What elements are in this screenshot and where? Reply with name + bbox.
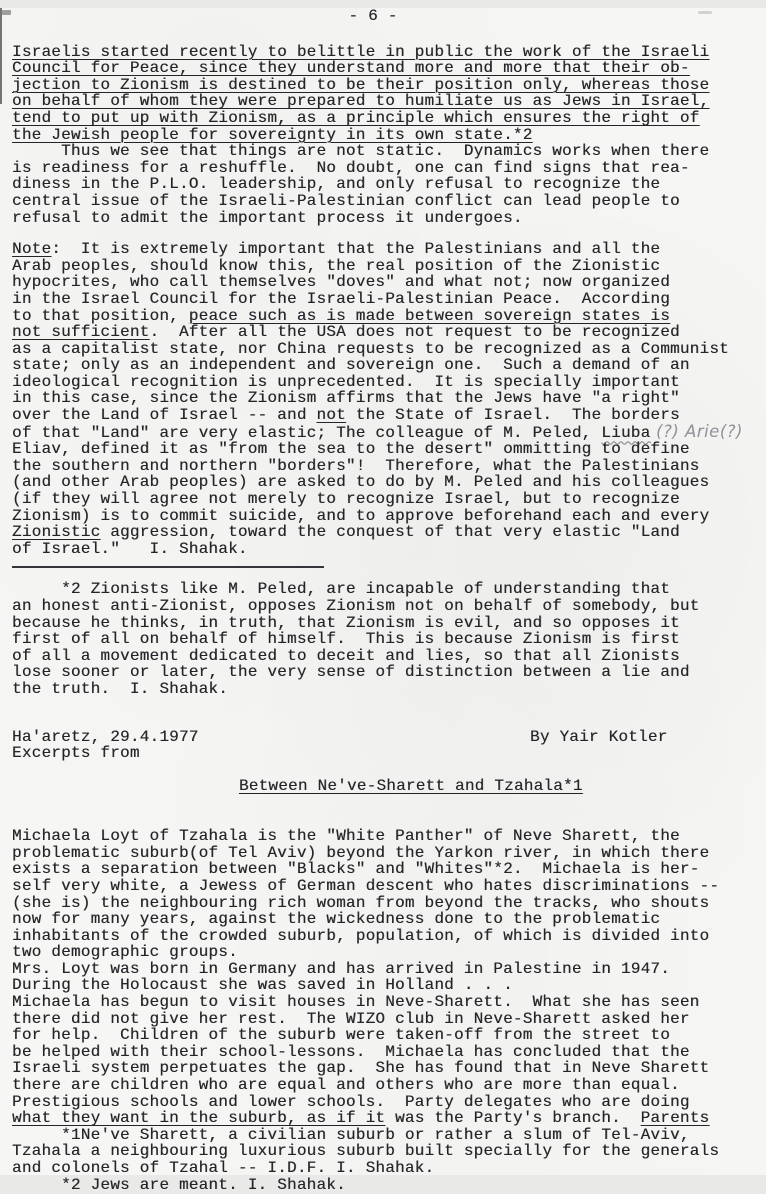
text-line: ideological recognition is unprecedented. It is specially important [12,372,680,391]
text-line: Prestigious schools and lower schools. Party delegates who are doing [12,1092,690,1111]
text-line: because he thinks, in truth, that Zionism is evil, and so opposes it [12,613,680,632]
text-segment: over the Land of Israel -- and [12,406,317,425]
text-segment: aggression, toward the conquest of that very elastic "Land [100,523,680,542]
text-line: Michaela Loyt of Tzahala is the "White Panther" of Neve Sharett, the [12,827,680,846]
text-line [12,308,766,325]
text-line: *1Ne've Sharett, a civilian suburb or rather a slum of Tel-Aviv, [12,1125,690,1144]
text-line: Arab peoples, should know this, the real position of the Zionistic [12,256,661,275]
text-line: an honest anti-Zionist, opposes Zionism not on behalf of somebody, but [12,597,700,615]
text-line: be helped with their school-lessons. Michaela has concluded that the [12,1042,690,1061]
text-line: problematic suburb(of Tel Aviv) beyond the Yarkon river, in which there [12,843,710,862]
article-title: Between Ne've-Sharett and Tzahala*1 [238,777,583,796]
text-line: (and other Arab peoples) are asked to do by M. Peled and his colleagues [12,473,710,492]
excerpts-label: Excerpts from [12,744,140,763]
text-line: refusal to admit the important process it undergoes. [12,208,523,227]
text-line: *2 Jews are meant. I. Shahak. [12,1175,346,1194]
article-body [12,828,766,1127]
footnote-1-block [12,1127,766,1193]
text-line [12,524,766,541]
text-line: two demographic groups. [12,943,238,962]
author-credit: By Yair Kotler [530,727,668,746]
note-lines-a [12,258,766,308]
text-line: Thus we see that things are not static. Dynamics works when there [12,142,710,161]
note-line1-rest: : It is extremely important that the Palestinians and all the [51,240,661,259]
text-line: diness in the P.L.O. leadership, and only refusal to recognize the [12,175,661,194]
text-line: there did not give her rest. The WIZO club in Neve-Sharett asked her [12,1009,690,1028]
page-number: - 6 - [348,7,398,25]
note-paragraph [12,241,766,557]
text-line: now for many years, against the wickedness done to the problematic [12,910,661,929]
text-line: is readiness for a reshuffle. No doubt, one can find signs that rea- [12,158,690,177]
scanned-document-page [0,7,766,1194]
text-line: as a capitalist state, nor China requests to be recognized as a Communist [12,339,729,358]
text-line: central issue of the Israeli-Palestinian conflict can lead people to [12,191,680,210]
text-line: there are children who are equal and others who are more than equal. [12,1076,680,1095]
article-title-row [12,762,766,812]
text-line: Zionism) is to commit suicide, and to approve beforehand each and every [12,506,710,525]
text-line: Michaela has begun to visit houses in Neve-Sharett. What she has seen [12,993,700,1012]
footnote-2-block [12,581,766,697]
underlined-segment: not sufficient [12,323,150,342]
article-lines [12,828,766,1110]
text-line: and colonels of Tzahal -- I.D.F. I. Shahak. [12,1159,435,1177]
lead-paragraph-underlined [12,44,766,144]
text-line: *2 Zionists like M. Peled, are incapable of understanding that [12,580,671,599]
text-line: exists a separation between "Blacks" and "Whites"*2. Michaela is her- [12,860,700,879]
text-line: (if they will agree not merely to recognize Israel, but to recognize [12,490,680,509]
text-line: Israeli system perpetuates the gap. She has found that in Neve Sharett [12,1059,710,1078]
text-line: first of all on behalf of himself. This is because Zionism is first [12,630,680,649]
underlined-segment: Zionistic [12,523,101,542]
text-line: of Israel." I. Shahak. [12,539,248,558]
text-line: inhabitants of the crowded suburb, population, of which is divided into [12,926,710,945]
paragraph-dynamics [12,143,766,226]
text-line [12,324,766,341]
page-content [0,8,766,1193]
text-line [12,421,766,442]
text-line: Council for Peace, since they understand more and more that their ob- [12,59,690,78]
text-line: self very white, a Jewess of German descent who hates discriminations -- [12,876,720,895]
text-line: the truth. I. Shahak. [12,679,229,698]
underlined-segment: not [316,406,346,425]
text-segment: to that position, [12,306,189,325]
text-line: Mrs. Loyt was born in Germany and has arrived in Palestine in 1947. [12,959,671,978]
text-line [12,1110,766,1127]
text-line: the Jewish people for sovereignty in its own state.*2 [12,125,533,144]
source-citation: Ha'aretz, 29.4.1977 [12,727,199,746]
underlined-segment: what they want in the suburb, as if it [12,1109,386,1128]
text-line: hypocrites, who call themselves "doves" and what not; now organized [12,273,671,292]
underlined-segment: Parents [640,1109,710,1128]
underlined-segment: peace such as is made between sovereign states is [188,306,671,325]
text-segment: was the Party's branch. [385,1109,641,1128]
text-segment: of that "Land" are very elastic; The colleague of M. Peled, [12,423,602,442]
footnote-separator-rule [12,566,324,568]
text-line: jection to Zionism is destined to be their position only, whereas those [12,75,710,94]
text-line: of all a movement dedicated to deceit and lies, so that all Zionists [12,646,680,665]
text-line: tend to put up with Zionism, as a principle which ensures the right of [12,108,700,127]
text-line: During the Holocaust she was saved in Holland . . . [12,976,513,995]
note-lines-c [12,441,766,524]
text-line: lose sooner or later, the very sense of distinction between a lie and [12,663,690,682]
text-line: in the Israel Council for the Israeli-Palestinian Peace. According [12,289,671,308]
text-line: in this case, since the Zionism affirms that the Jews have "a right" [12,389,680,408]
text-line: (she is) the neighbouring rich woman from beyond the tracks, who shouts [12,893,710,912]
note-label: Note [12,240,52,259]
text-line [12,241,766,258]
text-segment: the State of Israel. The borders [345,406,680,425]
note-lines-b [12,341,766,407]
text-line: for help. Children of the suburb were taken-off from the street to [12,1026,671,1045]
text-line: Israelis started recently to belittle in public the work of the Israeli [12,42,710,61]
text-line: the southern and northern "borders"! Therefore, what the Palestinians [12,456,700,475]
handwritten-annotation: (?) Arie(?) [650,421,743,441]
byline-row [12,729,766,746]
name-with-handwritten-wavy-underline: Liuba [601,423,651,442]
text-line: on behalf of whom they were prepared to humiliate us as Jews in Israel, [12,92,710,111]
text-line: Tzahala a neighbouring luxurious suburb built specially for the generals [12,1142,720,1161]
text-segment: . After all the USA does not request to be recognized [149,323,680,342]
text-line: state; only as an independent and sovereign one. Such a demand of an [12,356,690,375]
text-line: Eliav, defined it as "from the sea to the desert" ommitting to define [12,440,690,459]
